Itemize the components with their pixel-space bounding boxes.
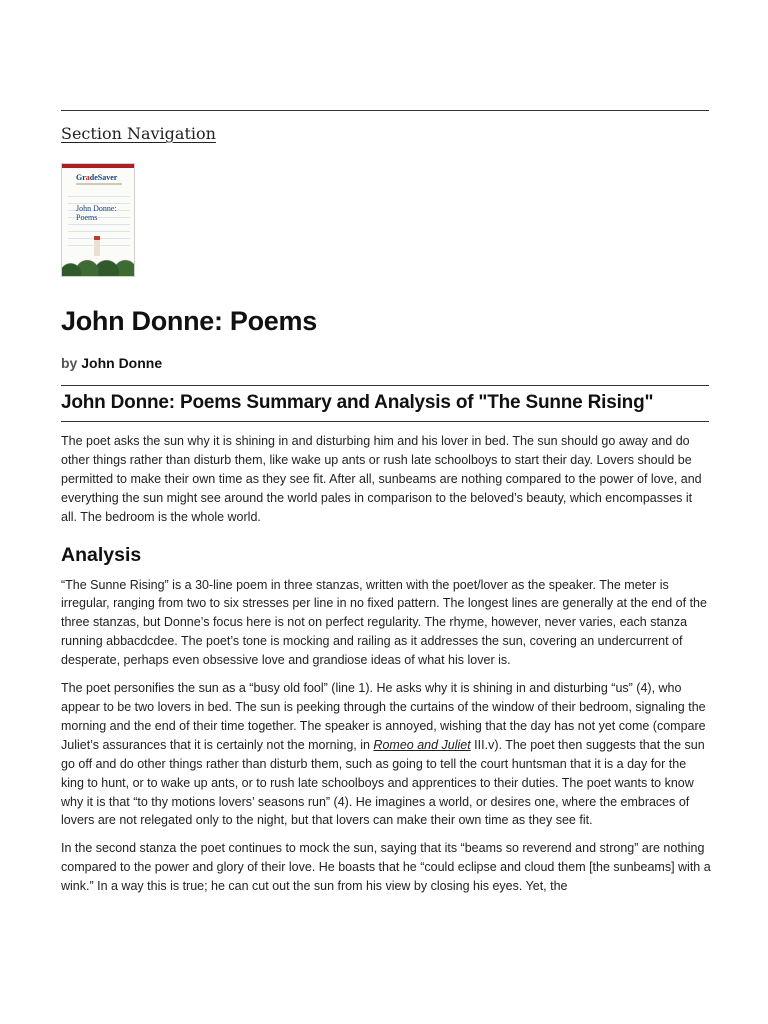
title-divider: [61, 385, 709, 386]
analysis-paragraph-3: In the second stanza the poet continues to mock the sun, saying that its “beams so reverend and strong” are nothing compared to the power and glory of their love. He boasts that he “could eclipse and cloud them [the sunbeams] with a wink.” In a way this is true; he can cut out the sun from his view by closing his eyes. Yet, the: [61, 841, 711, 894]
author-link[interactable]: John Donne: [81, 355, 163, 371]
cover-tagline: [76, 183, 122, 185]
cover-brand-logo: GradeSaver: [76, 173, 118, 182]
heading-divider: [61, 421, 709, 422]
cover-tower-illustration: [94, 236, 100, 256]
analysis-paragraph-1: “The Sunne Rising” is a 30-line poem in three stanzas, written with the poet/lover as the speaker. The meter is irregular, ranging from two to six stresses per line in no fixed pattern. The longest lines are generally at the end of the three stanzas, but Donne’s focus here is not on perfect regularity. The rhyme, however, never varies, each stanza running abbacdcdee. The poet’s tone is mocking and railing as it addresses the sun, covering an undercurrent of desperate, perhaps even obsessive love and grandiose ideas of what his lover is.: [61, 577, 707, 668]
analysis-paragraph-2: The poet personifies the sun as a “busy old fool” (line 1). He asks why it is shining in and disturbing “us” (4), who appear to be two lovers in bed. The sun is peeking through the curtains of the window of their bedroom, signaling the morning and the end of their time together. The speaker is annoyed, wishing that the day has not yet come (compare Juliet’s assurances that it is certainly not the morning, in Romeo and Juliet III.v). The poet then suggests that the sun go off and do other things rather than disturb them, such as going to tell the court huntsman that it is a day for the king to hunt, or to wake up ants, or to rush late schoolboys and apprentices to their duties. The poet wants to know why it is that “to thy motions lovers’ seasons run” (4). He imagines a world, or desires one, where the embraces of lovers are not relegated only to the night, but that lovers can make their own time as they see fit.: [61, 681, 706, 828]
section-heading: John Donne: Poems Summary and Analysis of "The Sunne Rising": [61, 392, 654, 413]
book-title: John Donne: Poems: [61, 306, 317, 336]
section-navigation-link[interactable]: Section Navigation: [61, 124, 216, 143]
summary-paragraph: The poet asks the sun why it is shining in and disturbing him and his lover in bed. The sun should go away and do other things rather than disturb them, like wake up ants or rush late schoolboys to start their day. Lovers should be permitted to make their own time as they see fit. After all, sunbeams are nothing compared to the power of love, and everything the sun might see around the world pales in comparison to the beloved’s beauty, which encompasses it all. The bedroom is the whole world.: [61, 434, 702, 524]
cover-trees-illustration: [62, 254, 134, 276]
book-cover-image[interactable]: [61, 163, 135, 277]
analysis-heading: Analysis: [61, 543, 142, 566]
byline: [61, 355, 162, 371]
article-body: [61, 432, 711, 905]
romeo-and-juliet-link[interactable]: Romeo and Juliet: [373, 737, 471, 752]
cover-top-bar: [62, 164, 134, 168]
top-divider: [61, 110, 709, 111]
by-label: by: [61, 355, 78, 371]
cover-title: John Donne: Poems: [76, 204, 117, 222]
